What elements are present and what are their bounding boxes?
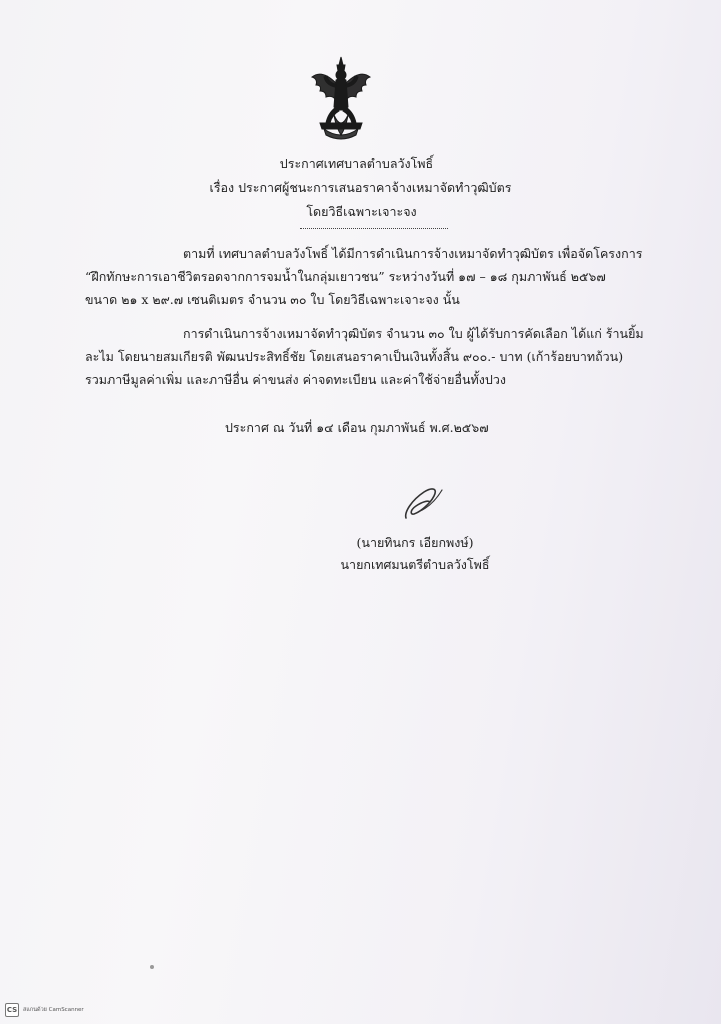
scanner-watermark (5, 1003, 84, 1017)
header-subject: เรื่อง ประกาศผู้ชนะการเสนอราคาจ้างเหมาจัดทำวุฒิบัตร (209, 180, 512, 195)
scanner-text: สแกนด้วย CamScanner (23, 1007, 84, 1013)
paragraph-line: รวมภาษีมูลค่าเพิ่ม และภาษีอื่น ค่าขนส่ง ค่าจดทะเบียน และค่าใช้จ่ายอื่นทั้งปวง (85, 372, 506, 387)
paragraph-line: “ฝึกทักษะการเอาชีวิตรอดจากการจมน้ำในกลุ่มเยาวชน” ระหว่างวันที่ ๑๗ – ๑๘ กุมภาพันธ์ ๒๕๖๗ (85, 269, 606, 284)
header-title: ประกาศเทศบาลตำบลวังโพธิ์ (279, 156, 434, 171)
body-paragraph-2 (85, 322, 650, 391)
signer-block (300, 532, 530, 576)
garuda-emblem-icon (308, 55, 374, 143)
signature-icon (398, 482, 454, 524)
header-method: โดยวิธีเฉพาะเจาะจง (306, 204, 417, 219)
signer-name: (นายทินกร เอียกพงษ์) (356, 535, 474, 550)
paragraph-line: ขนาด ๒๑ x ๒๙.๗ เซนติเมตร จำนวน ๓๐ ใบ โดยวิธีเฉพาะเจาะจง นั้น (85, 292, 460, 307)
camscanner-icon: CS (5, 1003, 19, 1017)
signer-position: นายกเทศมนตรีตำบลวังโพธิ์ (340, 557, 490, 572)
announcement-date: ประกาศ ณ วันที่ ๑๔ เดือน กุมภาพันธ์ พ.ศ.๒๕๖๗ (225, 420, 489, 435)
body-paragraph-1 (85, 242, 650, 311)
announcement-header (0, 152, 721, 224)
dotted-divider (300, 228, 448, 229)
paragraph-line: ตามที่ เทศบาลตำบลวังโพธิ์ ได้มีการดำเนินการจ้างเหมาจัดทำวุฒิบัตร เพื่อจัดโครงการ (183, 246, 643, 261)
paragraph-line: ละไม โดยนายสมเกียรติ พัฒนประสิทธิ์ชัย โดยเสนอราคาเป็นเงินทั้งสิ้น ๙๐๐.- บาท (เก้าร้อยบาทถ้วน) (85, 349, 624, 364)
paragraph-line: การดำเนินการจ้างเหมาจัดทำวุฒิบัตร จำนวน ๓๐ ใบ ผู้ได้รับการคัดเลือก ได้แก่ ร้านยิ้ม (183, 326, 644, 341)
speck (150, 965, 154, 969)
